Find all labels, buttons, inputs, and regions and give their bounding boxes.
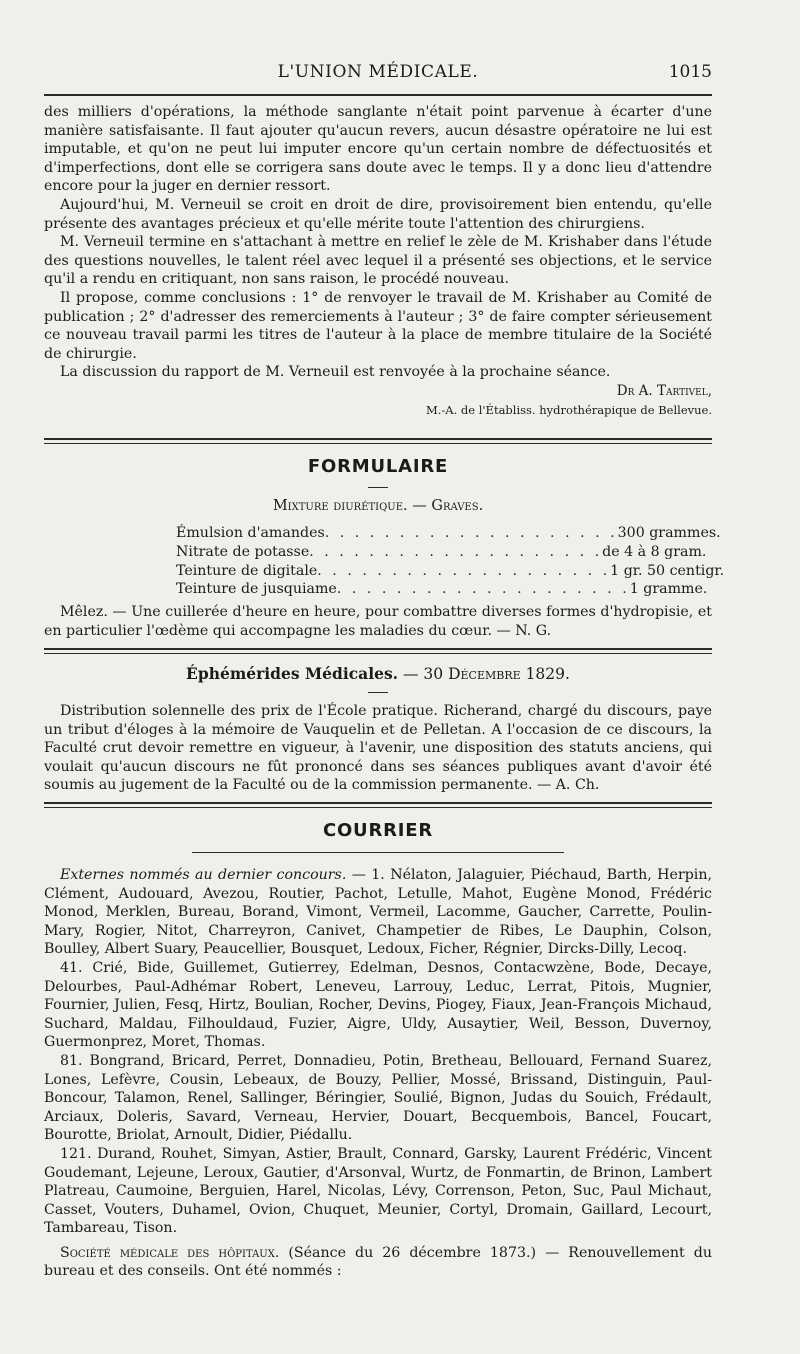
ephemerides-date: — 30 Décembre 1829. — [398, 665, 570, 683]
externes-list — [44, 866, 712, 959]
paragraph: Il propose, comme conclusions : 1° de renvoyer le travail de M. Krishaber au Comité de publication ; 2° d'adresser des remerciements à l'auteur ; 3° de faire compter sérieusement ce nouveau travail parmi les titres de l'auteur à la place de membre titulaire de la Société de chirurgie. — [44, 289, 712, 362]
courrier-title: COURRIER — [322, 820, 434, 841]
header-rule — [44, 94, 712, 96]
paragraph: M. Verneuil termine en s'attachant à mettre en relief le zèle de M. Krishaber dans l'étude des questions nouvelles, le talent réel avec lequel il a présenté ses objections, et le service qu'il a rendu en critiquant, non sans raison, le procédé nouveau. — [44, 234, 712, 288]
externes-names: — 1. Nélaton, Jalaguier, Piéchaud, Barth, Herpin, Clément, Audouard, Avezou, Routier, Pachot, Letulle, Mahot, Eugène Monod, Frédéric Monod, Merklen, Bureau, Borand, Vimont, Vermeil, Lacomme, Gaucher, Carrette, Poulin-Mary, Rogier, Nitot, Charreyron, Canivet, Champetier de Ribes, Le Dauphin, Colson, Boulley, Albert Suary, Peaucellier, Bousquet, Ledoux, Ficher, Régnier, Dircks-Dilly, Lecoq. — [44, 867, 712, 958]
section-rule — [44, 807, 712, 808]
paragraph: Aujourd'hui, M. Verneuil se croit en droit de dire, provisoirement bien entendu, qu'elle présente des avantages précieux et qu'elle mérite toute l'attention des chirurgiens. — [44, 196, 712, 232]
section-rule — [44, 802, 712, 804]
ingredient-row — [176, 543, 707, 562]
ingredient-name: Teinture de jusquiame — [176, 581, 337, 598]
ingredient-quantity: 1 gr. 50 centigr. — [610, 562, 725, 579]
societe-notice — [44, 1244, 712, 1281]
ingredient-list — [176, 524, 725, 599]
section-rule — [44, 443, 712, 444]
societe-lead: Société médicale des hôpitaux. — [60, 1244, 280, 1261]
leader-dots: . . . . . . . . . . . . . . . . . . . . — [317, 562, 611, 579]
externes-list: 41. Crié, Bide, Guillemet, Gutierrey, Edelman, Desnos, Contacwzène, Bode, Decaye, Delourbes, Paul-Adhémar Robert, Leneveu, Larrouy, Leduc, Lerrat, Pitois, Mugnier, Fournier, Julien, Fesq, Hirtz, Boulian, Rocher, Devins, Piogey, Fiaux, Jean-François Michaud, Suchard, Maldau, Filhouldaud, Fuzier, Aigre, Uldy, Ausaytier, Weil, Besson, Duvernoy, Guermonprez, Moret, Thomas. — [44, 959, 712, 1051]
paragraph: Distribution solennelle des prix de l'École pratique. Richerand, chargé du discours, paye un tribut d'éloges à la mémoire de Vauquelin et de Pelletan. A l'occasion de ce discours, la Faculté crut devoir remettre en vigueur, à l'avenir, une disposition des statuts anciens, qui voulait qu'aucun discours ne fût prononcé dans ses séances publiques avant d'avoir été soumis au jugement de la Faculté ou de la commission permanente. — A. Ch. — [44, 703, 712, 794]
paragraph: Mêlez. — Une cuillerée d'heure en heure, pour combattre diverses formes d'hydropisie, et en particulier l'œdème qui accompagne les maladies du cœur. — N. G. — [44, 604, 712, 639]
externes-list: 121. Durand, Rouhet, Simyan, Astier, Brault, Connard, Garsky, Laurent Frédéric, Vincent Goudemant, Lejeune, Leroux, Gautier, d'Arsonval, Wurtz, de Fonmartin, de Brinon, Lambert Platreau, Caumoine, Berguien, Harel, Nicolas, Lévy, Correnson, Peton, Suc, Paul Michaut, Casset, Vouters, Duhamel, Ovion, Chuquet, Meunier, Cortyl, Dromain, Gaillard, Lecourt, Tambareau, Tison. — [44, 1145, 712, 1237]
page-header — [44, 62, 712, 88]
ingredient-name: Émulsion d'amandes — [176, 525, 325, 541]
formulaire-title: FORMULAIRE — [307, 456, 449, 477]
paragraph: des milliers d'opérations, la méthode sanglante n'était point parvenue à écarter d'une manière satisfaisante. Il faut ajouter qu'aucun revers, aucun désastre opératoire ne lui est imputable, et qu'on ne peut lui imputer encore qu'un certain nombre de défectuosités et d'imperfections, dont elle se corrigera sans doute avec le temps. Il y a donc lieu d'attendre encore pour la juger en dernier ressort. — [44, 104, 712, 195]
paragraph: La discussion du rapport de M. Verneuil est renvoyée à la prochaine séance. — [60, 364, 611, 381]
ingredient-name: Nitrate de potasse — [176, 543, 310, 560]
ephemerides-heading: Éphémérides Médicales. — [186, 664, 399, 683]
running-title: L'UNION MÉDICALE. — [277, 62, 479, 82]
section-rule — [44, 648, 712, 650]
ingredient-quantity: 300 grammes. — [617, 525, 721, 541]
report-conclusion — [44, 103, 712, 419]
page-number: 1015 — [668, 62, 712, 82]
ornament-dash — [368, 692, 388, 693]
societe-text: (Séance du 26 décembre 1873.) — Renouvellement du bureau et des conseils. Ont été nommés : — [44, 1244, 712, 1280]
ephemerides-title — [44, 664, 712, 683]
courrier-text — [44, 866, 712, 1281]
externes-lead: Externes nommés au dernier concours. — [60, 867, 347, 883]
section-rule — [44, 653, 712, 654]
ingredient-quantity: 1 gramme. — [629, 581, 708, 598]
ornament-dash — [368, 487, 388, 488]
recipe-note — [44, 603, 712, 640]
author-affiliation: M.-A. de l'Établiss. hydrothérapique de Bellevue. — [425, 402, 712, 417]
section-rule — [44, 438, 712, 440]
leader-dots: . . . . . . . . . . . . . . . . . . . . — [309, 543, 603, 560]
ephemerides-text — [44, 702, 712, 795]
author-signature: Dr A. Tartivel, — [616, 382, 712, 399]
leader-dots: . . . . . . . . . . . . . . . . . . . . — [336, 581, 630, 598]
ingredient-name: Teinture de digitale — [176, 562, 318, 579]
ingredient-row — [176, 580, 708, 599]
title-underline — [192, 852, 564, 853]
ingredient-row — [176, 562, 725, 581]
ingredient-row — [176, 524, 721, 543]
externes-list: 81. Bongrand, Bricard, Perret, Donnadieu, Potin, Bretheau, Bellouard, Fernand Suarez, Lones, Lefèvre, Cousin, Lebeaux, de Bouzy, Pellier, Mossé, Brissand, Distinguin, Paul-Boncour, Talamon, Renel, Sallinger, Béringier, Soulié, Bignon, Judas du Souich, Frédault, Arciaux, Doleris, Savard, Verneau, Hervier, Douart, Becquembois, Bancel, Foucart, Bourotte, Briolat, Arnoult, Didier, Piédallu. — [44, 1052, 712, 1144]
recipe-title: Mixture diurétique. — Graves. — [272, 498, 484, 514]
leader-dots: . . . . . . . . . . . . . . . . . . . . — [324, 525, 618, 541]
ingredient-quantity: de 4 à 8 gram. — [602, 543, 707, 560]
